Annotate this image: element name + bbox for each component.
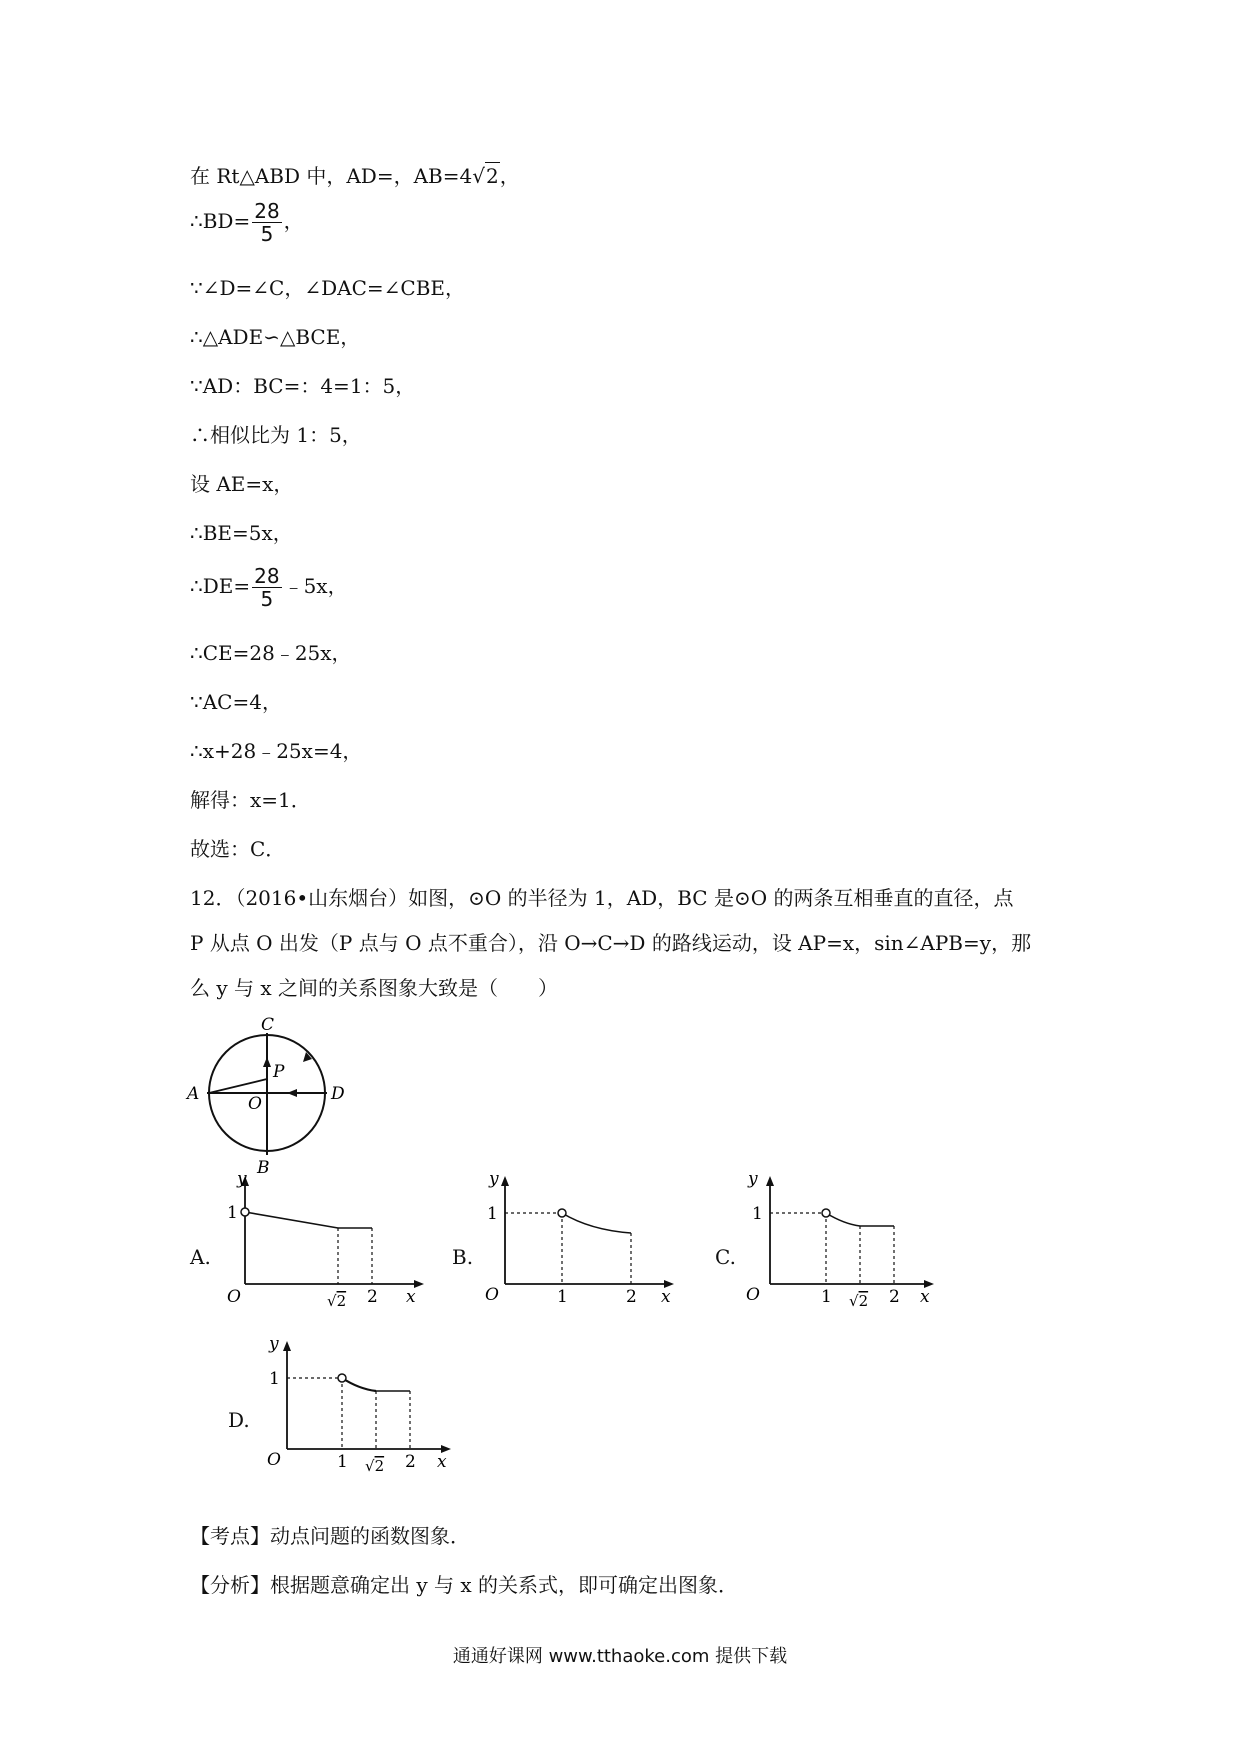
solution-line-14: 故选：C． bbox=[190, 837, 286, 861]
numerator: 28 bbox=[254, 564, 280, 588]
tick-2-label: 2 bbox=[405, 1452, 416, 1472]
kaodian-line: 【考点】动点问题的函数图象． bbox=[190, 1524, 470, 1548]
tick-sqrt2-label: √2 bbox=[365, 1457, 385, 1475]
axis-x-label: x bbox=[661, 1287, 671, 1307]
origin-label: O bbox=[746, 1285, 760, 1305]
solution-line-11: ∵AC=4， bbox=[190, 690, 282, 714]
curve-segment bbox=[562, 1213, 631, 1233]
tick-1-label: 1 bbox=[752, 1204, 763, 1224]
origin-label: O bbox=[267, 1450, 281, 1470]
label-b: B bbox=[257, 1158, 270, 1175]
radicand: 2 bbox=[485, 164, 499, 188]
axis-y-label: y bbox=[748, 1170, 758, 1189]
solution-line-8: ∴BE=5x， bbox=[190, 521, 293, 545]
segment-ap bbox=[209, 1079, 267, 1093]
tick-1-label: 1 bbox=[487, 1204, 498, 1224]
label-d: D bbox=[331, 1084, 345, 1104]
axis-x-label: x bbox=[406, 1287, 416, 1307]
solution-line-13: 解得：x=1． bbox=[190, 788, 311, 812]
numerator: 28 bbox=[254, 199, 280, 223]
denominator: 5 bbox=[260, 587, 274, 611]
origin-label: O bbox=[227, 1287, 241, 1307]
tick-sqrt2-label: √2 bbox=[849, 1292, 869, 1310]
tick-1-label: 1 bbox=[227, 1203, 238, 1223]
open-point bbox=[241, 1208, 249, 1216]
axis-y-label: y bbox=[489, 1170, 499, 1189]
solution-line-9 bbox=[190, 565, 348, 610]
open-point bbox=[558, 1209, 566, 1217]
tick-2-label: 2 bbox=[626, 1287, 637, 1307]
fenxi-line: 【分析】根据题意确定出 y 与 x 的关系式，即可确定出图象． bbox=[190, 1573, 739, 1597]
y-arrow-icon bbox=[283, 1341, 291, 1351]
tick-1-x-label: 1 bbox=[337, 1452, 348, 1472]
fraction bbox=[252, 565, 281, 610]
option-a-graph bbox=[215, 1170, 430, 1310]
solution-line-4: ∴△ADE∽△BCE， bbox=[190, 325, 361, 349]
tick-2-label: 2 bbox=[367, 1287, 378, 1307]
arrow-left-icon bbox=[287, 1089, 297, 1097]
solution-line-6: ∴相似比为 1：5， bbox=[190, 423, 362, 447]
axis-y-label: y bbox=[237, 1170, 247, 1189]
tick-2-label: 2 bbox=[889, 1287, 900, 1307]
footer-text: 通通好课网 www.tthaoke.com 提供下载 bbox=[452, 1646, 788, 1667]
option-d-graph bbox=[255, 1335, 470, 1475]
question-line-1: 12．（2016•山东烟台）如图，⊙O 的半径为 1，AD，BC 是⊙O 的两条互相垂直的直径，点 bbox=[190, 886, 1014, 910]
label-o: O bbox=[248, 1094, 262, 1114]
tick-1-x-label: 1 bbox=[557, 1287, 568, 1307]
label-c: C bbox=[261, 1015, 275, 1035]
label-p: P bbox=[273, 1062, 285, 1082]
option-b-graph bbox=[475, 1170, 690, 1310]
option-b-label: B. bbox=[452, 1245, 474, 1269]
solution-line-1 bbox=[190, 162, 520, 189]
axis-x-label: x bbox=[920, 1287, 930, 1307]
question-line-2: P 从点 O 出发（P 点与 O 点不重合），沿 O→C→D 的路线运动，设 AP=x，sin∠APB=y，那 bbox=[190, 931, 1032, 955]
solution-text: ﹣5x， bbox=[283, 574, 348, 598]
axis-y-label: y bbox=[269, 1335, 279, 1354]
solution-text: ， bbox=[283, 209, 304, 233]
sqrt-expression: √2 bbox=[472, 164, 499, 188]
option-c-label: C. bbox=[715, 1245, 736, 1269]
fraction bbox=[252, 200, 281, 245]
solution-text: ∴DE= bbox=[190, 574, 251, 598]
tick-sqrt2-label: √2 bbox=[327, 1292, 347, 1310]
option-c-graph bbox=[740, 1170, 955, 1310]
origin-label: O bbox=[485, 1285, 499, 1305]
question-line-3: 么 y 与 x 之间的关系图象大致是（ ） bbox=[190, 976, 559, 1000]
solution-line-3: ∵∠D=∠C，∠DAC=∠CBE， bbox=[190, 276, 465, 300]
y-arrow-icon bbox=[501, 1176, 509, 1186]
curve-segment bbox=[245, 1212, 338, 1228]
solution-line-5: ∵AD：BC=：4=1：5， bbox=[190, 374, 416, 398]
label-a: A bbox=[187, 1084, 200, 1104]
option-a-label: A. bbox=[190, 1245, 211, 1269]
tick-1-label: 1 bbox=[269, 1369, 280, 1389]
solution-line-7: 设 AE=x， bbox=[190, 472, 294, 496]
denominator: 5 bbox=[260, 222, 274, 246]
solution-text: ∴BD= bbox=[190, 209, 251, 233]
open-point bbox=[338, 1374, 346, 1382]
solution-line-12: ∴x+28﹣25x=4， bbox=[190, 739, 363, 763]
solution-line-10: ∴CE=28﹣25x， bbox=[190, 641, 352, 665]
curve-segment bbox=[342, 1378, 376, 1391]
solution-text: 在 Rt△ABD 中，AD=，AB=4 bbox=[190, 164, 473, 188]
solution-line-2 bbox=[190, 200, 304, 245]
tick-1-x-label: 1 bbox=[821, 1287, 832, 1307]
curve-segment bbox=[826, 1213, 860, 1226]
open-point bbox=[822, 1209, 830, 1217]
y-arrow-icon bbox=[766, 1176, 774, 1186]
axis-x-label: x bbox=[437, 1452, 447, 1472]
option-d-label: D. bbox=[228, 1408, 250, 1432]
arrow-up-icon bbox=[263, 1057, 271, 1067]
circle-figure bbox=[185, 1015, 360, 1175]
solution-text: ， bbox=[499, 164, 520, 188]
